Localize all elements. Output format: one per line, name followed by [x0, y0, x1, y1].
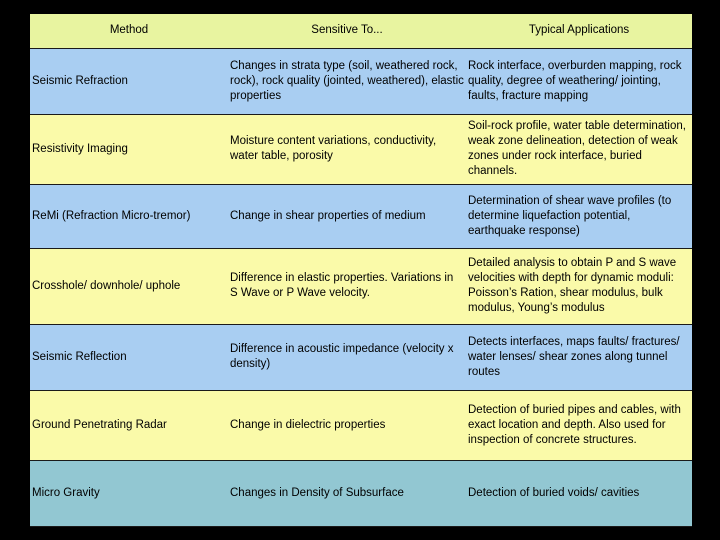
applications-cell: Detection of buried voids/ cavities [466, 460, 692, 526]
header-typical-applications: Typical Applications [466, 14, 692, 48]
table-row [30, 48, 692, 114]
table-header-row [30, 14, 692, 48]
method-cell: Seismic Refraction [30, 48, 228, 114]
sensitive-cell: Change in dielectric properties [228, 390, 466, 460]
sensitive-cell: Difference in elastic properties. Variations in S Wave or P Wave velocity. [228, 248, 466, 324]
table-row [30, 390, 692, 460]
method-cell: Crosshole/ downhole/ uphole [30, 248, 228, 324]
applications-cell: Detailed analysis to obtain P and S wave velocities with depth for dynamic moduli: Poisson’s Ration, shear modulus, bulk modulus, Young’s modulus [466, 248, 692, 324]
table-row [30, 460, 692, 526]
method-cell: Resistivity Imaging [30, 114, 228, 184]
sensitive-cell: Changes in Density of Subsurface [228, 460, 466, 526]
header-method: Method [30, 14, 228, 48]
applications-cell: Determination of shear wave profiles (to determine liquefaction potential, earthquake response) [466, 184, 692, 248]
table-row [30, 184, 692, 248]
header-sensitive-to: Sensitive To... [228, 14, 466, 48]
sensitive-cell: Moisture content variations, conductivity, water table, porosity [228, 114, 466, 184]
method-cell: ReMi (Refraction Micro-tremor) [30, 184, 228, 248]
method-cell: Seismic Reflection [30, 324, 228, 390]
table-row [30, 324, 692, 390]
table-row [30, 114, 692, 184]
table-row [30, 248, 692, 324]
applications-cell: Detection of buried pipes and cables, with exact location and depth. Also used for inspection of concrete structures. [466, 390, 692, 460]
sensitive-cell: Change in shear properties of medium [228, 184, 466, 248]
applications-cell: Soil-rock profile, water table determination, weak zone delineation, detection of weak zones under rock interface, buried channels. [466, 114, 692, 184]
sensitive-cell: Difference in acoustic impedance (velocity x density) [228, 324, 466, 390]
methods-table [30, 14, 692, 527]
method-cell: Micro Gravity [30, 460, 228, 526]
applications-cell: Rock interface, overburden mapping, rock quality, degree of weathering/ jointing, faults, fracture mapping [466, 48, 692, 114]
sensitive-cell: Changes in strata type (soil, weathered rock, rock), rock quality (jointed, weathered), elastic properties [228, 48, 466, 114]
applications-cell: Detects interfaces, maps faults/ fractures/ water lenses/ shear zones along tunnel routes [466, 324, 692, 390]
method-cell: Ground Penetrating Radar [30, 390, 228, 460]
